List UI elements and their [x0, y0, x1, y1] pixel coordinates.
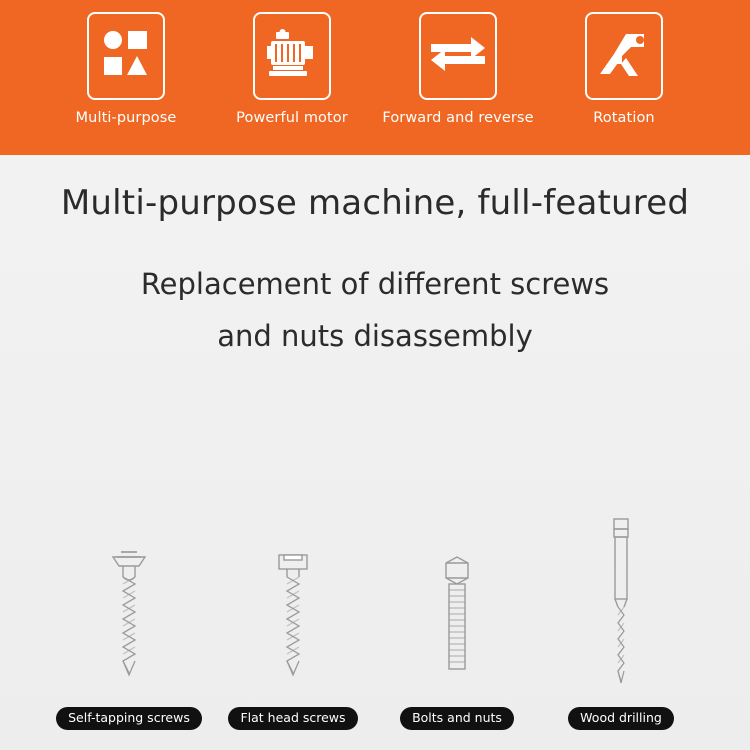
page-title: Multi-purpose machine, full-featured — [60, 183, 690, 223]
flat-head-screw-icon — [263, 526, 323, 701]
feature-list — [0, 0, 750, 126]
feature-item-powerful-motor — [216, 12, 368, 126]
feature-icon-box — [585, 12, 663, 100]
feature-icon-box — [253, 12, 331, 100]
self-tapping-screw-icon — [99, 526, 159, 701]
feature-label: Forward and reverse — [382, 110, 534, 126]
bit-caption: Flat head screws — [228, 707, 357, 731]
feature-label: Multi-purpose — [75, 110, 177, 126]
bit-item-wood-drilling — [546, 515, 696, 730]
bit-caption: Self-tapping screws — [56, 707, 202, 731]
bit-caption: Wood drilling — [568, 707, 674, 731]
feature-item-rotation — [548, 12, 700, 126]
motor-icon — [264, 28, 320, 84]
bit-caption: Bolts and nuts — [400, 707, 514, 731]
feature-label: Rotation — [593, 110, 655, 126]
headline-section — [0, 155, 750, 353]
forward-reverse-arrows-icon — [429, 32, 487, 80]
bit-item-bolts-and-nuts — [382, 515, 532, 730]
bit-item-flat-head-screws — [218, 515, 368, 730]
feature-icon-box — [87, 12, 165, 100]
bit-item-self-tapping-screws — [54, 515, 204, 730]
shapes-icon — [99, 27, 153, 85]
bit-list — [0, 500, 750, 730]
feature-icon-box — [419, 12, 497, 100]
feature-item-multi-purpose — [50, 12, 202, 126]
bolt-and-nut-icon — [427, 526, 487, 701]
wood-drill-bit-icon — [591, 526, 651, 701]
subtitle-line-1: Replacement of different screws — [140, 267, 610, 301]
feature-label: Powerful motor — [236, 110, 348, 126]
feature-item-forward-and-reverse — [382, 12, 534, 126]
subtitle-line-2: and nuts disassembly — [217, 319, 533, 353]
rotating-drill-icon — [596, 28, 652, 84]
feature-banner — [0, 0, 750, 155]
